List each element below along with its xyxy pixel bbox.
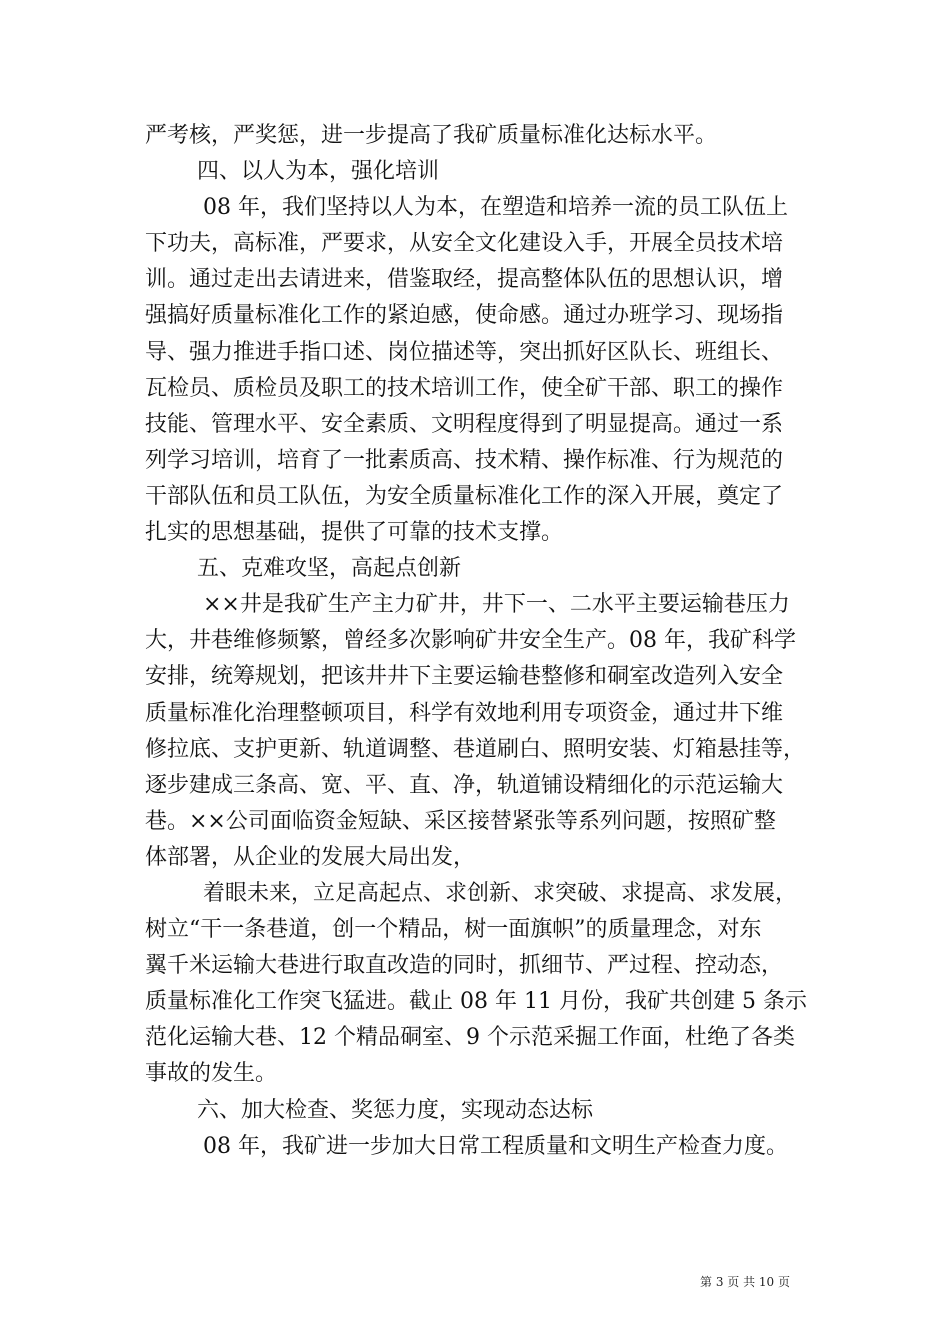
- text-line: 08 年，我矿进一步加大日常工程质量和文明生产检查力度。: [203, 1133, 788, 1159]
- text-line: 导、强力推进手指口述、岗位描述等，突出抓好区队长、班组长、: [145, 339, 784, 365]
- text-line: 下功夫，高标准，严要求，从安全文化建设入手，开展全员技术培: [145, 231, 784, 257]
- text-line: 质量标准化治理整顿项目，科学有效地利用专项资金，通过井下维: [145, 700, 784, 726]
- section-heading: 六、加大检查、奖惩力度，实现动态达标: [197, 1097, 594, 1123]
- text-line: 修拉底、支护更新、轨道调整、巷道刷白、照明安装、灯箱悬挂等，: [145, 736, 806, 762]
- text-line: 体部署，从企业的发展大局出发，: [145, 844, 476, 870]
- text-line: 着眼未来，立足高起点、求创新、求突破、求提高、求发展，: [203, 880, 798, 906]
- section-heading: 五、克难攻坚，高起点创新: [197, 556, 462, 582]
- text-line: 质量标准化工作突飞猛进。截止 08 年 11 月份，我矿共创建 5 条示: [145, 989, 807, 1015]
- text-line: 扎实的思想基础，提供了可靠的技术支撑。: [145, 520, 564, 546]
- text-line: 严考核，严奖惩，进一步提高了我矿质量标准化达标水平。: [145, 123, 718, 148]
- text-line: 干部队伍和员工队伍，为安全质量标准化工作的深入开展，奠定了: [145, 483, 784, 509]
- text-line: 安排，统筹规划，把该井井下主要运输巷整修和硐室改造列入安全: [145, 664, 784, 690]
- document-body: [145, 118, 809, 1165]
- text-line: 逐步建成三条高、宽、平、直、净，轨道铺设精细化的示范运输大: [145, 772, 784, 798]
- section-heading: 四、以人为本，强化培训: [197, 159, 440, 185]
- text-line: 08 年，我们坚持以人为本，在塑造和培养一流的员工队伍上: [203, 195, 788, 221]
- text-line: 强搞好质量标准化工作的紧迫感，使命感。通过办班学习、现场指: [145, 303, 784, 329]
- text-line: 范化运输大巷、12 个精品硐室、9 个示范采掘工作面，杜绝了各类: [145, 1025, 795, 1051]
- text-line: ××井是我矿生产主力矿井，井下一、二水平主要运输巷压力: [203, 592, 790, 618]
- text-line: 技能、管理水平、安全素质、文明程度得到了明显提高。通过一系: [145, 411, 784, 437]
- page-number-footer: 第 3 页 共 10 页: [700, 1275, 790, 1289]
- text-line: 事故的发生。: [145, 1061, 278, 1087]
- text-line: 训。通过走出去请进来，借鉴取经，提高整体队伍的思想认识，增: [145, 267, 784, 293]
- text-line: 翼千米运输大巷进行取直改造的同时，抓细节、严过程、控动态，: [145, 953, 784, 979]
- text-line: 巷。××公司面临资金短缺、采区接替紧张等系列问题，按照矿整: [145, 808, 776, 834]
- text-line: 瓦检员、质检员及职工的技术培训工作，使全矿干部、职工的操作: [145, 375, 784, 401]
- text-line: 树立“干一条巷道，创一个精品，树一面旗帜”的质量理念，对东: [145, 917, 762, 943]
- text-line: 列学习培训，培育了一批素质高、技术精、操作标准、行为规范的: [145, 447, 784, 473]
- text-line: 大，井巷维修频繁，曾经多次影响矿井安全生产。08 年，我矿科学: [145, 628, 796, 654]
